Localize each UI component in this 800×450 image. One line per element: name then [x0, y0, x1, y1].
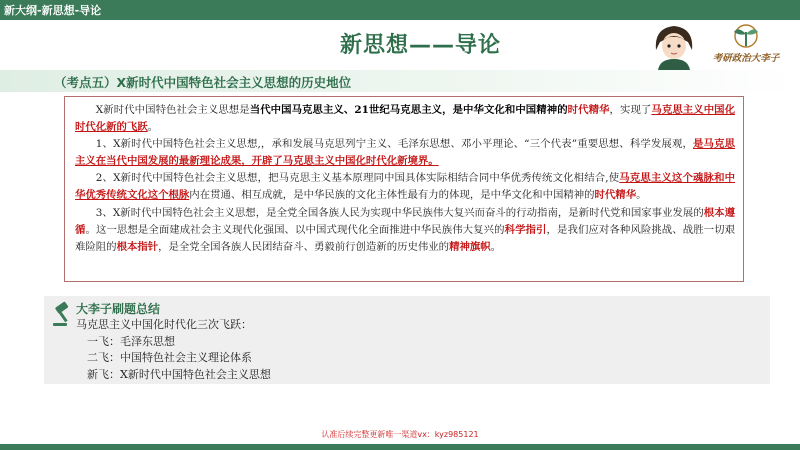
sprout-icon [704, 22, 788, 52]
intro-paragraph: X新时代中国特色社会主义思想是当代中国马克思主义、21世纪马克思主义，是中华文化和中国精神的时代精华，实现了马克思主义中国化时代化新的飞跃。 [75, 104, 736, 134]
brand-name: 考研政治大李子 [712, 53, 780, 64]
point-2-paragraph: 2、X新时代中国特色社会主义思想，把马克思主义基本原理同中国具体实际相结合同中华优秀传统文化相结合,使马克思主义这个魂脉和中华优秀传统文化这个根脉内在贯通、相互成就，是中华民族的文化主体性最有力的体现，是中华文化和中国精神的时代精华。 [75, 172, 735, 202]
bottom-bar [0, 444, 800, 450]
point-1-paragraph: 1、X新时代中国特色社会主义思想,，承和发展马克思列宁主义、毛泽东思想、邓小平理论、“三个代表”重要思想、科学发展观，是马克思主义在当代中国发展的最新理论成果，开辟了马克思主义中国化时代化新境界。 [75, 138, 735, 168]
avatar-illustration [648, 20, 700, 70]
summary-list [76, 317, 271, 383]
top-bar [0, 0, 800, 20]
summary-line: 一飞：毛泽东思想 [87, 334, 175, 348]
brand-logo [704, 22, 788, 66]
page-title: 新思想——导论 [340, 33, 502, 58]
summary-line: 二飞：中国特色社会主义理论体系 [87, 351, 252, 364]
summary-line: 新飞：X新时代中国特色社会主义思想 [87, 367, 271, 381]
gavel-icon [50, 300, 78, 328]
breadcrumb: 新大纲-新思想-导论 [4, 4, 102, 17]
section-header [0, 70, 800, 92]
section-title: （考点五）X新时代中国特色社会主义思想的历史地位 [54, 75, 352, 90]
summary-title: 大李子刷题总结 [76, 302, 161, 316]
point-3-paragraph: 3、X新时代中国特色社会主义思想，是全党全国各族人民为实现中华民族伟大复兴而奋斗的行动指南，是新时代党和国家事业发展的根本遵循。这一思想是全面建成社会主义现代化强国、以中国式现代化全面推进中华民族伟大复兴的科学指引，是我们应对各种风险挑战、战胜一切艰难险阻的根本指针，是全党全国各族人民团结奋斗、勇毅前行创造新的历史伟业的精神旗帜。 [75, 206, 736, 253]
content-box [64, 96, 744, 282]
summary-box [44, 296, 770, 384]
footer-note: 认准后续完整更新唯一渠道vx：kyz985121 [321, 430, 479, 439]
summary-line: 马克思主义中国化时代化三次飞跃： [76, 318, 252, 331]
